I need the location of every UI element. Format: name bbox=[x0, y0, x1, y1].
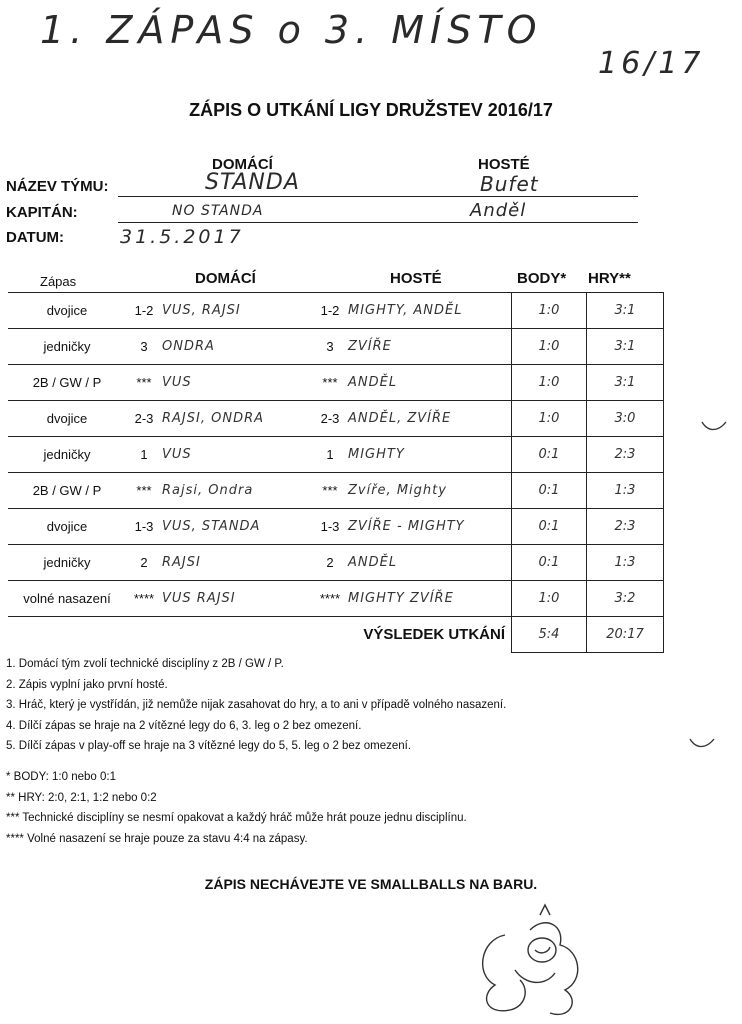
match-type: jedničky bbox=[8, 437, 126, 473]
away-players: ZVÍŘE bbox=[348, 329, 512, 365]
body-score: 0:1 bbox=[512, 509, 587, 545]
home-player-no: **** bbox=[126, 581, 162, 617]
col-away: HOSTÉ bbox=[390, 270, 442, 287]
home-player-no: 1-3 bbox=[126, 509, 162, 545]
col-body: BODY* bbox=[517, 270, 567, 287]
match-type: dvojice bbox=[8, 401, 126, 437]
result-body: 5:4 bbox=[512, 617, 587, 653]
away-player-no: 1 bbox=[312, 437, 348, 473]
result-hry: 20:17 bbox=[587, 617, 664, 653]
away-player-no: 1-2 bbox=[312, 293, 348, 329]
result-row bbox=[8, 617, 664, 653]
match-type: jedničky bbox=[8, 545, 126, 581]
body-score: 1:0 bbox=[512, 581, 587, 617]
home-player-no: 2 bbox=[126, 545, 162, 581]
away-players: ANDĚL bbox=[348, 545, 512, 581]
away-player-no: 2 bbox=[312, 545, 348, 581]
home-player-no: *** bbox=[126, 365, 162, 401]
margin-mark bbox=[700, 418, 730, 438]
captain-line bbox=[118, 222, 638, 223]
away-player-no: **** bbox=[312, 581, 348, 617]
match-type: dvojice bbox=[8, 293, 126, 329]
rule-item: 4. Dílčí zápas se hraje na 2 vítězné legy do 6, 3. leg o 2 bez omezení. bbox=[6, 719, 362, 732]
footnote-item: *** Technické disciplíny se nesmí opakovat a každý hráč může hrát pouze jednu disciplínu. bbox=[6, 812, 467, 824]
team-name-label: NÁZEV TÝMU: bbox=[6, 178, 109, 195]
match-type: 2B / GW / P bbox=[8, 365, 126, 401]
rule-item: 3. Hráč, který je vystřídán, již nemůže nijak zasahovat do hry, a to ani v případě volného nasazení. bbox=[6, 699, 507, 711]
home-label: DOMÁCÍ bbox=[212, 156, 273, 173]
home-player-no: *** bbox=[126, 473, 162, 509]
hry-score: 3:1 bbox=[587, 329, 664, 365]
away-label: HOSTÉ bbox=[478, 156, 530, 173]
margin-mark bbox=[688, 735, 718, 755]
hry-score: 2:3 bbox=[587, 437, 664, 473]
away-player-no: 2-3 bbox=[312, 401, 348, 437]
away-captain: Anděl bbox=[470, 200, 527, 221]
match-row bbox=[8, 437, 664, 473]
match-table bbox=[8, 292, 664, 653]
home-captain: NO STANDA bbox=[172, 203, 264, 219]
home-players: RAJSI bbox=[162, 545, 312, 581]
date-label: DATUM: bbox=[6, 229, 65, 246]
home-players: ONDRA bbox=[162, 329, 312, 365]
away-players: MIGHTY bbox=[348, 437, 512, 473]
rule-item: 5. Dílčí zápas v play-off se hraje na 3 vítězné legy do 5, 5. leg o 2 bez omezení. bbox=[6, 740, 412, 752]
footnote-item: * BODY: 1:0 nebo 0:1 bbox=[6, 771, 116, 783]
body-score: 1:0 bbox=[512, 293, 587, 329]
body-score: 0:1 bbox=[512, 473, 587, 509]
match-type: dvojice bbox=[8, 509, 126, 545]
hry-score: 3:2 bbox=[587, 581, 664, 617]
home-players: VUS bbox=[162, 437, 312, 473]
hry-score: 2:3 bbox=[587, 509, 664, 545]
hry-score: 3:1 bbox=[587, 365, 664, 401]
body-score: 1:0 bbox=[512, 329, 587, 365]
col-zapas: Zápas bbox=[40, 274, 77, 289]
footnotes-list bbox=[6, 767, 467, 849]
hry-score: 3:1 bbox=[587, 293, 664, 329]
match-row bbox=[8, 545, 664, 581]
handwritten-season: 16/17 bbox=[598, 46, 705, 81]
home-players: VUS bbox=[162, 365, 312, 401]
rules-list bbox=[6, 654, 506, 757]
away-players: ANDĚL bbox=[348, 365, 512, 401]
away-player-no: *** bbox=[312, 365, 348, 401]
hry-score: 3:0 bbox=[587, 401, 664, 437]
body-score: 0:1 bbox=[512, 545, 587, 581]
match-row bbox=[8, 401, 664, 437]
home-players: Rajsi, Ondra bbox=[162, 473, 312, 509]
captain-label: KAPITÁN: bbox=[6, 204, 78, 221]
handwritten-heading: 1. ZÁPAS o 3. MÍSTO bbox=[40, 8, 543, 52]
match-type: 2B / GW / P bbox=[8, 473, 126, 509]
away-players: Zvíře, Mighty bbox=[348, 473, 512, 509]
match-row bbox=[8, 293, 664, 329]
footnote-item: **** Volné nasazení se hraje pouze za stavu 4:4 na zápasy. bbox=[6, 832, 308, 845]
col-hry: HRY** bbox=[588, 270, 631, 287]
hry-score: 1:3 bbox=[587, 545, 664, 581]
away-players: ZVÍŘE - MIGHTY bbox=[348, 509, 512, 545]
away-players: MIGHTY ZVÍŘE bbox=[348, 581, 512, 617]
home-player-no: 1-2 bbox=[126, 293, 162, 329]
col-home: DOMÁCÍ bbox=[195, 270, 256, 287]
match-row bbox=[8, 581, 664, 617]
hry-score: 1:3 bbox=[587, 473, 664, 509]
away-team-name: Bufet bbox=[480, 172, 539, 196]
home-players: VUS RAJSI bbox=[162, 581, 312, 617]
home-players: VUS, RAJSI bbox=[162, 293, 312, 329]
home-player-no: 3 bbox=[126, 329, 162, 365]
match-type: volné nasazení bbox=[8, 581, 126, 617]
away-player-no: 1-3 bbox=[312, 509, 348, 545]
match-date: 31.5.2017 bbox=[120, 226, 244, 248]
match-row bbox=[8, 329, 664, 365]
home-player-no: 2-3 bbox=[126, 401, 162, 437]
home-players: RAJSI, ONDRA bbox=[162, 401, 312, 437]
away-players: MIGHTY, ANDĚL bbox=[348, 293, 512, 329]
body-score: 1:0 bbox=[512, 401, 587, 437]
footer-note: ZÁPIS NECHÁVEJTE VE SMALLBALLS NA BARU. bbox=[204, 876, 538, 892]
footnote-item: ** HRY: 2:0, 2:1, 1:2 nebo 0:2 bbox=[6, 791, 157, 804]
away-player-no: 3 bbox=[312, 329, 348, 365]
doodle-drawing bbox=[470, 895, 600, 1020]
home-players: VUS, STANDA bbox=[162, 509, 312, 545]
match-row bbox=[8, 365, 664, 401]
home-team-name: STANDA bbox=[205, 170, 300, 195]
home-player-no: 1 bbox=[126, 437, 162, 473]
match-row bbox=[8, 473, 664, 509]
body-score: 0:1 bbox=[512, 437, 587, 473]
page-title: ZÁPIS O UTKÁNÍ LIGY DRUŽSTEV 2016/17 bbox=[189, 100, 553, 120]
result-label: VÝSLEDEK UTKÁNÍ bbox=[363, 626, 505, 644]
team-line bbox=[118, 196, 638, 197]
body-score: 1:0 bbox=[512, 365, 587, 401]
match-type: jedničky bbox=[8, 329, 126, 365]
rule-item: 1. Domácí tým zvolí technické disciplíny z 2B / GW / P. bbox=[6, 658, 284, 670]
away-players: ANDĚL, ZVÍŘE bbox=[348, 401, 512, 437]
rule-item: 2. Zápis vyplní jako první hosté. bbox=[6, 678, 168, 691]
away-player-no: *** bbox=[312, 473, 348, 509]
match-row bbox=[8, 509, 664, 545]
